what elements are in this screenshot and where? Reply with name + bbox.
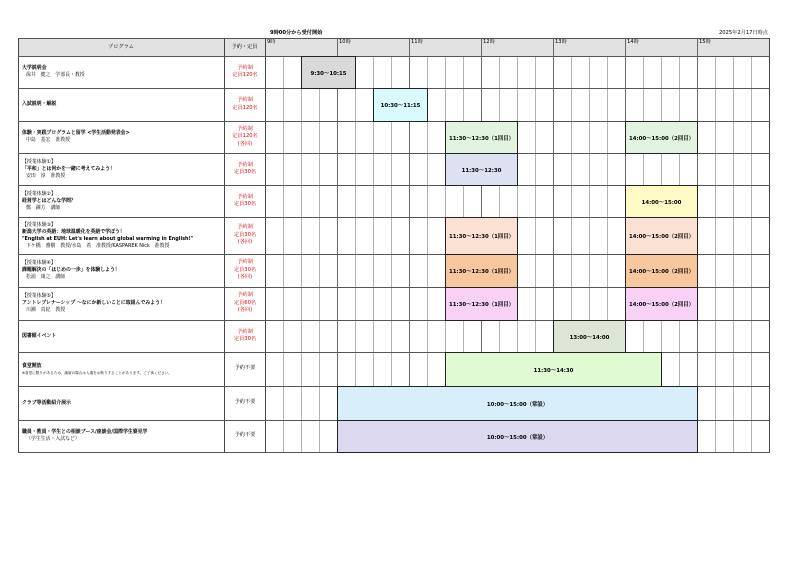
program-line: 入試説明・解説 — [22, 101, 57, 107]
event-block[interactable] — [445, 153, 518, 186]
program-line: 図書館イベント — [22, 332, 57, 339]
program-line: 新潟大学の英語：地球温暖化を英語で学ぼう！ — [22, 228, 125, 235]
program-cell — [22, 333, 56, 340]
program-line: 経営学とはどんな学問？ — [22, 197, 76, 204]
event-time-label: 10:00〜15:00（常設） — [486, 434, 549, 441]
column-border — [224, 38, 225, 452]
reservation-cell — [225, 224, 265, 247]
reservation-line: 予約制 — [237, 64, 253, 71]
program-line: "English at EUH: Let's learn about global warming in English!" — [22, 235, 194, 242]
reservation-line: 定員30名 — [233, 266, 257, 273]
header-program: プログラム — [108, 44, 134, 50]
event-block[interactable] — [445, 352, 662, 387]
program-line: 鄭 錬方 講師 — [26, 204, 61, 211]
column-border — [769, 38, 770, 452]
program-cell — [22, 222, 193, 250]
reservation-line: 予約制 — [237, 161, 253, 168]
program-line: 【授業体験⑤】 — [22, 293, 56, 299]
reservation-cell — [225, 365, 265, 373]
event-block[interactable] — [445, 217, 518, 255]
event-time-label: 11:30〜12:30（1回目） — [448, 135, 515, 142]
program-cell — [22, 293, 165, 314]
program-line: 食堂開放 — [22, 362, 42, 369]
reservation-cell — [225, 126, 265, 149]
reservation-line: 定員30名 — [233, 169, 257, 175]
reservation-cell — [225, 194, 265, 209]
event-block[interactable] — [625, 287, 698, 321]
event-block[interactable] — [301, 56, 356, 89]
program-cell — [22, 400, 71, 407]
hour-label: 10時 — [339, 39, 351, 45]
event-time-label: 9:30〜10:15 — [310, 70, 347, 77]
program-line: 松浦 康之 講師 — [26, 274, 66, 280]
event-block[interactable] — [625, 254, 698, 288]
reservation-line: 定員120名 — [232, 104, 258, 111]
reservation-cell — [225, 292, 265, 315]
program-line: クラブ等活動紹介展示 — [22, 399, 71, 406]
program-line: 課題解決の「はじめの一歩」を体験しよう！ — [22, 267, 120, 273]
program-cell — [22, 260, 120, 281]
reservation-line: 予約制 — [237, 259, 253, 266]
event-time-label: 14:00〜15:00 — [641, 199, 682, 206]
event-time-label: 14:00〜15:00（2回目） — [628, 269, 695, 275]
reception-note: 9時00分から受付開始 — [270, 30, 323, 36]
program-line: 【授業体験③】 — [22, 221, 56, 228]
reservation-line: 定員60名 — [233, 299, 257, 306]
reservation-line: 定員120名 — [232, 72, 258, 78]
event-block[interactable] — [625, 185, 698, 218]
program-line: 体験・実践プログラムと留学 <学生活動発表会> — [22, 130, 130, 136]
header-reservation: 予約・定員 — [231, 44, 258, 50]
as-of-date: 2025年2月17日時点 — [718, 30, 768, 36]
program-line: 安田 淳 准教授 — [26, 172, 66, 179]
reservation-line: 定員30名 — [233, 336, 257, 342]
event-block[interactable] — [445, 121, 518, 154]
reservation-cell — [225, 329, 265, 344]
program-line: 保井 健之 学部長・教授 — [26, 72, 85, 78]
event-time-label: 14:00〜15:00（2回目） — [628, 234, 695, 240]
reservation-line: 定員30名 — [233, 201, 257, 207]
event-block[interactable] — [337, 386, 698, 421]
program-line: 中島 基宏 准教授 — [26, 137, 71, 143]
reservation-line: (各回) — [237, 274, 253, 281]
event-block[interactable] — [337, 420, 698, 453]
event-time-label: 13:00〜14:00 — [569, 334, 610, 341]
program-line: 下ケ橋 雅樹 教授/水島 希 准教授/KASPAREK Nick 准教授 — [26, 242, 170, 249]
event-time-label: 11:30〜12:30（1回目） — [448, 302, 515, 308]
column-border — [265, 38, 266, 452]
program-line: （学生生活・入試など） — [26, 436, 80, 442]
hour-label: 13時 — [555, 39, 567, 45]
reservation-line: 予約不要 — [234, 365, 256, 372]
reservation-line: 予約制 — [237, 328, 253, 335]
event-block[interactable] — [553, 320, 626, 353]
program-line: 職員・教員・学生との相談ブース/座談会/国際学生寮見学 — [22, 429, 148, 435]
reservation-cell — [225, 65, 265, 80]
reservation-cell — [225, 259, 265, 282]
hour-label: 14時 — [627, 39, 639, 45]
reservation-line: (各回) — [237, 140, 253, 147]
event-block[interactable] — [625, 217, 698, 255]
event-time-label: 11:30〜12:30（1回目） — [448, 269, 515, 275]
program-line: 【授業体験④】 — [22, 260, 56, 266]
row-border — [18, 38, 770, 39]
reservation-line: 定員120名 — [232, 133, 258, 140]
program-cell — [22, 363, 172, 376]
program-cell — [22, 101, 56, 108]
program-cell — [22, 159, 115, 180]
reservation-line: 予約制 — [237, 292, 253, 299]
program-cell — [22, 429, 147, 443]
program-cell — [22, 65, 85, 79]
reservation-cell — [225, 97, 265, 112]
program-line: 【授業体験②】 — [22, 190, 56, 197]
event-time-label: 10:30〜11:15 — [380, 103, 421, 109]
program-line: ※食堂に限りがあるため、満席の場合は入場をお断りすることがあります。ご了承ください。 — [22, 370, 172, 375]
event-block[interactable] — [625, 121, 698, 154]
program-line: 大学説明会 — [22, 65, 47, 71]
event-time-label: 14:00〜15:00（2回目） — [628, 135, 695, 142]
event-block[interactable] — [445, 254, 518, 288]
reservation-line: 定員30名 — [233, 231, 257, 238]
hour-label: 15時 — [699, 39, 711, 45]
reservation-cell — [225, 432, 265, 440]
program-cell — [22, 130, 130, 144]
program-line: 川瀬 真紀 教授 — [26, 307, 66, 313]
schedule-table — [18, 38, 770, 451]
program-line: アントレプレナーシップ 〜なにか新しいことに取組んでみよう！ — [22, 300, 165, 306]
event-time-label: 10:00〜15:00（常設） — [486, 401, 549, 408]
event-time-label: 11:30〜12:30 — [461, 167, 502, 174]
event-block[interactable] — [373, 88, 428, 122]
column-border — [18, 38, 19, 452]
reservation-line: 予約不要 — [234, 399, 256, 406]
event-block[interactable] — [445, 287, 518, 321]
event-time-label: 11:30〜12:30（1回目） — [448, 234, 515, 240]
program-line: 「平和」とは何かを一緒に考えてみよう！ — [22, 165, 115, 172]
hour-label: 11時 — [411, 39, 423, 45]
event-time-label: 11:30〜14:30 — [533, 367, 574, 374]
event-time-label: 14:00〜15:00（2回目） — [628, 302, 695, 308]
reservation-line: (各回) — [237, 239, 253, 246]
reservation-line: 予約制 — [237, 193, 253, 200]
hour-label: 12時 — [483, 39, 495, 45]
reservation-cell — [225, 399, 265, 407]
reservation-cell — [225, 162, 265, 177]
reservation-line: 予約不要 — [234, 432, 256, 439]
reservation-line: 予約制 — [237, 224, 253, 231]
program-line: 【授業体験①】 — [22, 158, 56, 165]
reservation-line: 予約制 — [237, 97, 253, 103]
hour-label: 9時 — [267, 39, 276, 45]
row-border — [18, 56, 770, 57]
reservation-line: (各回) — [237, 307, 253, 314]
reservation-line: 予約制 — [237, 125, 253, 132]
program-cell — [22, 191, 76, 212]
